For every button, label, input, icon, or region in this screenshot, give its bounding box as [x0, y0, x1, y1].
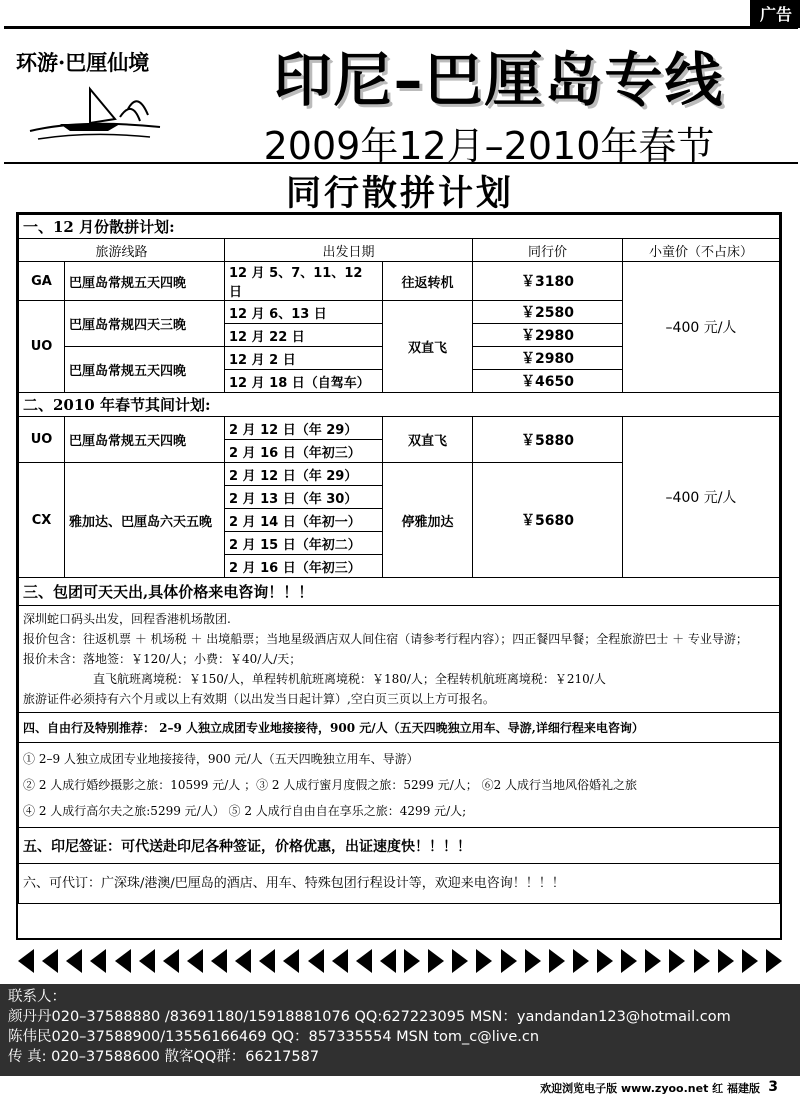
airline-code: CX [19, 463, 65, 578]
contact-line: 颜丹丹020–37588880 /83691180/15918881076 QQ:627223095 MSN：yandandan123@hotmail.com [8, 1009, 731, 1025]
footer-text: 欢迎浏览电子版 www.zyoo.net 红 福建版 [540, 1082, 760, 1095]
date: 2 月 16 日（年初三） [225, 440, 383, 463]
arrow-right-icon [525, 949, 541, 973]
arrow-left-icon [356, 949, 372, 973]
arrow-left-icon [332, 949, 348, 973]
col-date: 出发日期 [225, 239, 473, 262]
contact-panel [0, 984, 800, 1076]
col-price: 同行价 [473, 239, 623, 262]
table-row [19, 417, 780, 440]
section6-heading: 六、可代订：广深珠/港澳/巴厘岛的酒店、用车、特殊包团行程设计等，欢迎来电咨询！！！！ [19, 864, 780, 904]
flight: 双直飞 [383, 417, 473, 463]
arrow-right-icon [669, 949, 685, 973]
arrow-left-icon [380, 949, 396, 973]
arrow-right-icon [718, 949, 734, 973]
date: 12 月 22 日 [225, 324, 383, 347]
date: 2 月 15 日（年初二） [225, 532, 383, 555]
arrow-right-icon [573, 949, 589, 973]
arrow-right-icon [742, 949, 758, 973]
date: 2 月 14 日（年初一） [225, 509, 383, 532]
date: 12 月 2 日 [225, 347, 383, 370]
page-number: 3 [768, 1079, 778, 1095]
flight: 停雅加达 [383, 463, 473, 578]
arrow-left-icon [139, 949, 155, 973]
arrow-left-icon [163, 949, 179, 973]
flight: 双直飞 [383, 301, 473, 393]
date: 2 月 12 日（年 29） [225, 417, 383, 440]
section4-heading: 四、自由行及特别推荐： 2–9 人独立成团专业地接接待，900 元/人（五天四晚独立用车、导游,详细行程来电咨询） [19, 713, 780, 743]
route: 巴厘岛常规五天四晚 [65, 417, 225, 463]
price: ￥2580 [473, 301, 623, 324]
route: 巴厘岛常规四天三晚 [65, 301, 225, 347]
airline-code: GA [19, 262, 65, 301]
info-line: 报价包含：往返机票 ＋ 机场税 ＋ 出境船票；当地星级酒店双人间住宿（请参考行程内容）；四正餐四早餐；全程旅游巴士 ＋ 专业导游； [23, 632, 748, 646]
arrow-right-icon [501, 949, 517, 973]
arrow-right-icon [404, 949, 420, 973]
list-item: ④ 2 人成行高尔夫之旅:5299 元/人） ⑤ 2 人成行自由自在享乐之旅：4299 元/人; [23, 804, 467, 818]
section3-body [19, 606, 780, 713]
flight: 往返转机 [383, 262, 473, 301]
arrow-left-icon [18, 949, 34, 973]
date: 2 月 13 日（年 30） [225, 486, 383, 509]
airline-code: UO [19, 301, 65, 393]
price: ￥2980 [473, 347, 623, 370]
child-price: –400 元/人 [623, 417, 780, 578]
info-line: 旅游证件必须持有六个月或以上有效期（以出发当日起计算）,空白页三页以上方可报名。 [23, 692, 495, 706]
arrow-right-icon [645, 949, 661, 973]
section4-body [19, 743, 780, 828]
arrow-left-icon [211, 949, 227, 973]
info-line: 直飞航班离境税：￥150/人，单程转机航班离境税：￥180/人；全程转机航班离境税：￥210/人 [93, 672, 606, 686]
plan-title: 同行散拼计划 [285, 174, 514, 214]
airline-code: UO [19, 417, 65, 463]
contact-line: 陈伟民020–37588900/13556166469 QQ：857335554 MSN tom_c@live.cn [8, 1029, 540, 1045]
col-child-price: 小童价（不占床） [623, 239, 780, 262]
header [4, 26, 798, 168]
arrow-left-icon [66, 949, 82, 973]
price: ￥5880 [473, 417, 623, 463]
arrow-left-icon [283, 949, 299, 973]
price: ￥5680 [473, 463, 623, 578]
info-line: 深圳蛇口码头出发，回程香港机场散团. [23, 612, 231, 626]
schedule-table [16, 212, 782, 940]
route: 雅加达、巴厘岛六天五晚 [65, 463, 225, 578]
col-route: 旅游线路 [19, 239, 225, 262]
date: 12 月 18 日（自驾车） [225, 370, 383, 393]
date: 2 月 12 日（年 29） [225, 463, 383, 486]
ad-tag: 广告 [750, 0, 800, 28]
section2-heading: 二、2010 年春节其间计划: [19, 393, 780, 417]
logo [10, 37, 178, 159]
arrow-right-icon [428, 949, 444, 973]
arrow-left-icon [187, 949, 203, 973]
route: 巴厘岛常规五天四晚 [65, 262, 225, 301]
arrow-right-icon [621, 949, 637, 973]
info-line: 报价未含：落地签：￥120/人；小费：￥40/人/天； [23, 652, 302, 666]
arrow-left-icon [90, 949, 106, 973]
arrow-right-icon [766, 949, 782, 973]
price: ￥4650 [473, 370, 623, 393]
arrow-right-icon [476, 949, 492, 973]
sub-title: 2009年12月–2010年春节 [263, 124, 715, 168]
contact-label: 联系人： [8, 989, 66, 1005]
arrow-divider [18, 945, 782, 977]
arrow-left-icon [259, 949, 275, 973]
section3-heading: 三、包团可天天出,具体价格来电咨询！！！ [19, 578, 780, 606]
table-row [19, 262, 780, 301]
sailboat-icon [20, 79, 170, 154]
logo-text: 环游·巴厘仙境 [16, 50, 150, 75]
date: 12 月 6、13 日 [225, 301, 383, 324]
price: ￥2980 [473, 324, 623, 347]
section5-heading: 五、印尼签证：可代送赴印尼各种签证，价格优惠，出证速度快！！！！ [19, 828, 780, 864]
arrow-left-icon [308, 949, 324, 973]
arrow-left-icon [42, 949, 58, 973]
price: ￥3180 [473, 262, 623, 301]
arrow-left-icon [235, 949, 251, 973]
main-title: 印尼–巴厘岛专线 [273, 46, 725, 114]
list-item: ② 2 人成行婚纱摄影之旅：10599 元/人 ；③ 2 人成行蜜月度假之旅：5299 元/人； ⑥2 人成行当地风俗婚礼之旅 [23, 778, 638, 792]
child-price: –400 元/人 [623, 262, 780, 393]
arrow-right-icon [452, 949, 468, 973]
route: 巴厘岛常规五天四晚 [65, 347, 225, 393]
section1-heading: 一、12 月份散拼计划: [19, 215, 780, 239]
arrow-right-icon [549, 949, 565, 973]
date: 2 月 16 日（年初三） [225, 555, 383, 578]
date: 12 月 5、7、11、12 日 [225, 262, 383, 301]
arrow-right-icon [694, 949, 710, 973]
arrow-left-icon [115, 949, 131, 973]
list-item: ① 2–9 人独立成团专业地接接待，900 元/人（五天四晚独立用车、导游） [23, 752, 419, 766]
arrow-right-icon [597, 949, 613, 973]
contact-line: 传 真: 020–37588600 散客QQ群：66217587 [8, 1049, 320, 1065]
